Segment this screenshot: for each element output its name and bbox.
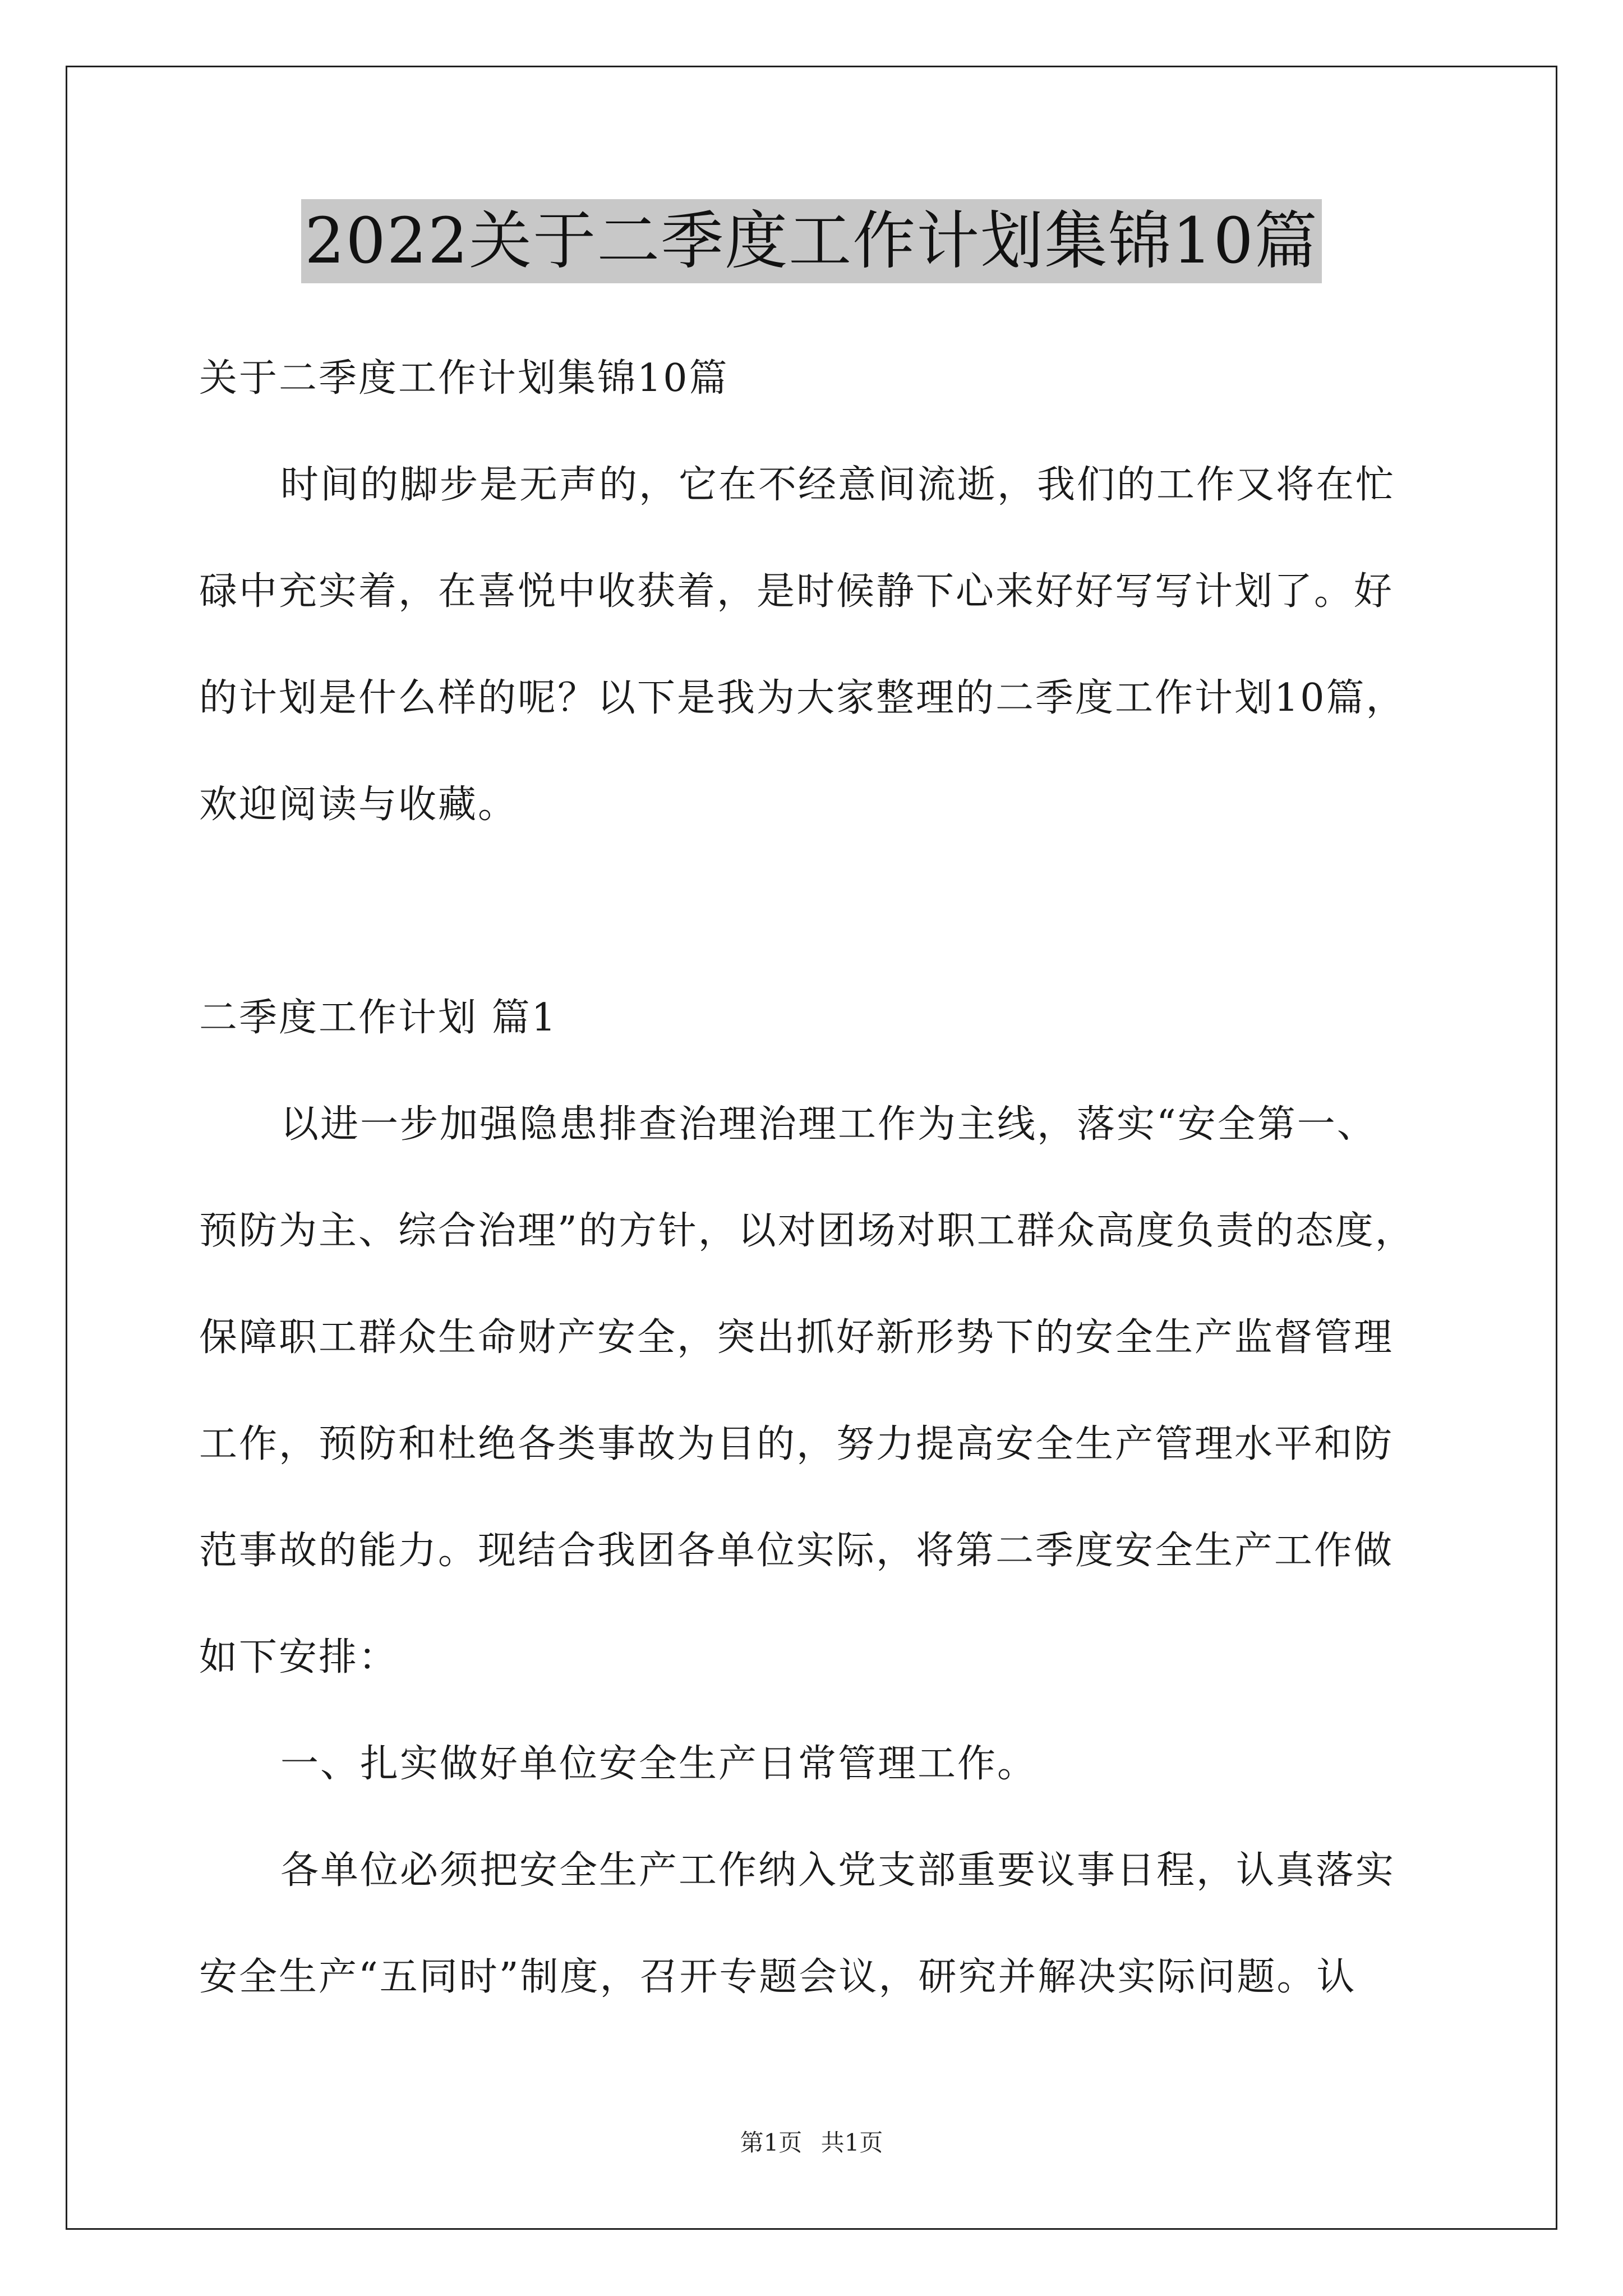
document-title: 2022关于二季度工作计划集锦10篇: [301, 199, 1322, 283]
intro-line-2: 碌中充实着，在喜悦中收获着，是时候静下心来好好写写计划了。好: [199, 569, 1394, 614]
title-container: [0, 199, 1623, 283]
page-number-current: 第1页: [740, 2129, 803, 2156]
item-heading: 一、扎实做好单位安全生产日常管理工作。: [280, 1742, 1038, 1786]
section-body-line-1: 以进一步加强隐患排查治理治理工作为主线，落实“安全第一、: [280, 1102, 1377, 1147]
document-subtitle: 关于二季度工作计划集锦10篇: [199, 356, 729, 401]
page-footer: [0, 2126, 1623, 2160]
section-body-line-3: 保障职工群众生命财产安全，突出抓好新形势下的安全生产监督管理: [199, 1315, 1394, 1360]
section-body-line-2: 预防为主、综合治理”的方针，以对团场对职工群众高度负责的态度，: [199, 1209, 1415, 1253]
section-body-line-4: 工作，预防和杜绝各类事故为目的，努力提高安全生产管理水平和防: [199, 1422, 1394, 1466]
section-heading: 二季度工作计划 篇1: [199, 996, 557, 1040]
intro-line-1: 时间的脚步是无声的，它在不经意间流逝，我们的工作又将在忙: [280, 463, 1396, 507]
section-body-line-5: 范事故的能力。现结合我团各单位实际，将第二季度安全生产工作做: [199, 1529, 1394, 1573]
page-number-total: 共1页: [820, 2129, 883, 2156]
intro-line-3: 的计划是什么样的呢？以下是我为大家整理的二季度工作计划10篇，: [199, 676, 1406, 720]
intro-line-4: 欢迎阅读与收藏。: [199, 783, 518, 827]
item-body-line-2: 安全生产“五同时”制度，召开专题会议，研究并解决实际问题。认: [199, 1955, 1357, 1999]
section-body-line-6: 如下安排：: [199, 1635, 399, 1680]
item-body-line-1: 各单位必须把安全生产工作纳入党支部重要议事日程，认真落实: [280, 1848, 1396, 1893]
